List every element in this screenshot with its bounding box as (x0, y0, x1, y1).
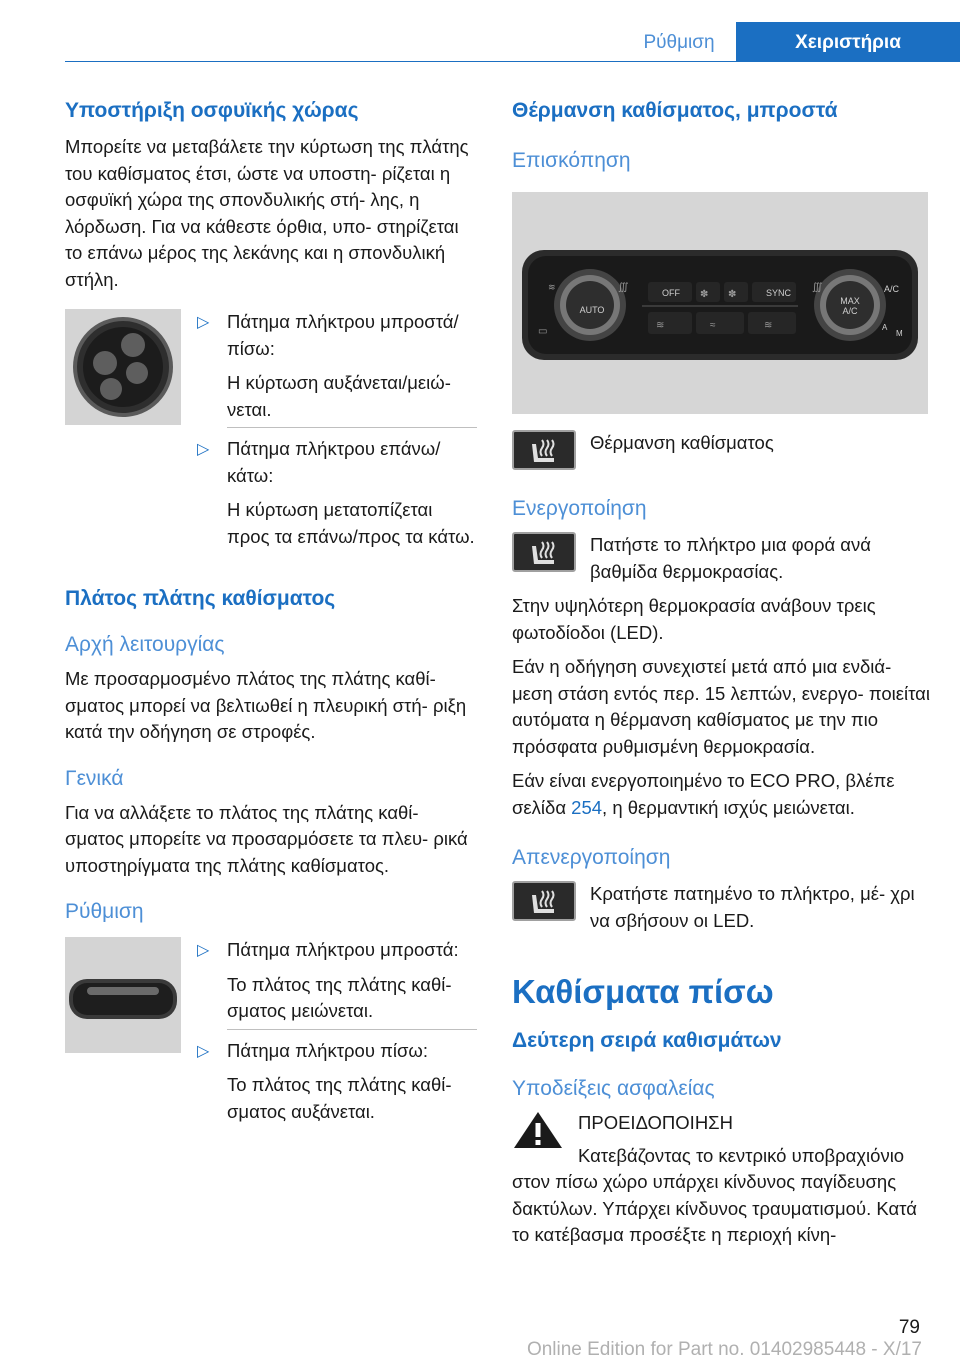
bullet-divider (227, 427, 477, 428)
general-title: Γενικά (65, 766, 124, 790)
svg-text:A/C: A/C (884, 284, 900, 294)
seat-heating-caption-row (512, 430, 930, 470)
svg-text:MAX: MAX (840, 296, 860, 306)
adjust-bullet-list (197, 937, 477, 1125)
svg-text:A: A (882, 323, 888, 332)
seat-heating-icon (514, 432, 574, 468)
svg-text:✽: ✽ (728, 289, 737, 300)
bullet-label: Πάτημα πλήκτρου επάνω/ κάτω: (227, 438, 441, 486)
page-number: 79 (898, 1317, 920, 1338)
svg-text:✽: ✽ (700, 289, 709, 300)
lumbar-switch-icon (65, 309, 181, 425)
warning-text-rest: στον πίσω χώρο υπάρχει κίνδυνος παγίδευσης δακτύλων. Υπάρχει κίνδυνος τραυματισμού. Κατά το κατέβασμα προσέξτε η περιοχή κίνη- (512, 1171, 917, 1245)
top-navigation (0, 22, 960, 62)
adjust-title: Ρύθμιση (65, 900, 144, 923)
svg-text:≋: ≋ (548, 282, 556, 292)
bullet-desc: Η κύρτωση μετατοπίζεται προς τα επάνω/προς τα κάτω. (227, 499, 475, 547)
second-row-title: Δεύτερη σειρά καθισμάτων (512, 1029, 782, 1052)
svg-text:≈: ≈ (710, 320, 716, 331)
width-switch-photo (65, 937, 181, 1053)
lumbar-switch-photo (65, 309, 181, 425)
header-rule (65, 61, 960, 62)
bullet-label: Πάτημα πλήκτρου μπροστά: (227, 939, 459, 960)
page-link-254[interactable]: 254 (571, 796, 603, 818)
activate-title: Ενεργοποίηση (512, 497, 647, 520)
heating-title: Θέρμανση καθίσματος, μπροστά (512, 99, 838, 122)
warning-block (512, 1110, 930, 1169)
svg-text:M: M (896, 329, 903, 338)
climate-control-panel-icon (512, 192, 928, 414)
svg-text:∭: ∭ (812, 282, 823, 293)
lumbar-text: Μπορείτε να μεταβάλετε την κύρτωση της πλάτης του καθίσματος έτσι, ώστε να υποστη- ρίζεται η οσφυϊκή χώρα της σπονδυλικής στή- λης, η λόρδωση. Για να κάθεστε όρθια, υπο- στηρίζεται το επάνω μέρος της λεκάνης και η σπονδυλική στήλη. (65, 136, 469, 290)
seat-heating-button-icon (512, 881, 576, 921)
triangle-bullet-icon: ▷ (197, 1042, 210, 1060)
seat-heating-caption: Θέρμανση καθίσματος (590, 432, 774, 453)
bullet-desc: Το πλάτος της πλάτης καθί- σματος μειώνεται. (227, 973, 452, 1021)
principle-title: Αρχή λειτουργίας (65, 633, 225, 656)
resume-text: Εάν η οδήγηση συνεχιστεί μετά από μια ενδιά- μεση στάση εντός περ. 15 λεπτών, ενεργο- ποιείται αυτόματα η θέρμανση καθίσματος με την πιο πρόσφατα ρυθμισμένη θερμοκρασία. (512, 656, 930, 757)
overview-title: Επισκόπηση (512, 149, 631, 172)
seat-heating-button-icon (512, 430, 576, 470)
svg-text:OFF: OFF (662, 288, 680, 298)
svg-text:▭: ▭ (538, 326, 548, 337)
principle-text: Με προσαρμοσμένο πλάτος της πλάτης καθί- σματος μπορεί να βελτιωθεί η πλευρική στή- ριξη κατά την οδήγηση σε στροφές. (65, 668, 467, 742)
deactivate-title: Απενεργοποίηση (512, 846, 671, 869)
seat-heating-icon (514, 534, 574, 570)
deactivate-row (512, 881, 930, 934)
activate-text: Πατήστε το πλήκτρο μια φορά ανά βαθμίδα θερμοκρασίας. (590, 534, 871, 582)
edition-footer: Online Edition for Part no. 01402985448 - X/17 (526, 1339, 922, 1360)
safety-title: Υποδείξεις ασφαλείας (512, 1077, 715, 1100)
bullet-label: Πάτημα πλήκτρου πίσω: (227, 1039, 428, 1061)
lumbar-bullet-1 (197, 309, 477, 428)
climate-panel-photo (512, 192, 928, 414)
svg-text:∭: ∭ (618, 282, 629, 293)
warning-triangle-icon (512, 1110, 564, 1150)
warning-label: ΠΡΟΕΙΔΟΠΟΙΗΣΗ (578, 1112, 733, 1133)
tab-section[interactable]: Ρύθμιση (624, 22, 734, 62)
lumbar-media-row (65, 309, 477, 550)
warning-head (578, 1110, 904, 1169)
seat-heating-button-icon (512, 532, 576, 572)
lumbar-title: Υποστήριξη οσφυϊκής χώρας (65, 99, 359, 122)
width-switch-icon (65, 937, 181, 1053)
triangle-bullet-icon: ▷ (197, 441, 210, 458)
adjust-bullet-1 (197, 937, 477, 1030)
eco-text-before: Εάν είναι ενεργοποιημένο το ECO PRO, βλέπε σελίδα (512, 770, 895, 818)
svg-text:≋: ≋ (764, 320, 773, 331)
width-title: Πλάτος πλάτης καθίσματος (65, 587, 336, 610)
bullet-divider (227, 1029, 477, 1030)
leds-text: Στην υψηλότερη θερμοκρασία ανάβουν τρεις φωτοδίοδοι (LED). (512, 595, 876, 643)
warning-text-first: Κατεβάζοντας το κεντρικό υποβραχιόνιο (578, 1144, 905, 1166)
adjust-media-row (65, 937, 477, 1125)
eco-text (512, 768, 930, 821)
general-text: Για να αλλάξετε το πλάτος της πλάτης καθί- σματος μπορείτε να προσαρμόσετε τα πλευ- ρικά υποστηρίγματα της πλάτης καθίσματος. (65, 801, 468, 876)
deactivate-text: Κρατήστε πατημένο το πλήκτρο, μέ- χρι να σβήσουν οι LED. (590, 883, 915, 931)
svg-text:≋: ≋ (656, 320, 665, 331)
eco-text-after: , η θερμαντική ισχύς μειώνεται. (602, 796, 855, 818)
activate-row (512, 532, 930, 585)
bullet-desc: Η κύρτωση αυξάνεται/μειώ- νεται. (227, 372, 451, 420)
triangle-bullet-icon: ▷ (197, 942, 210, 959)
bullet-desc: Το πλάτος της πλάτης καθί- σματος αυξάνεται. (227, 1074, 452, 1122)
svg-text:SYNC: SYNC (766, 288, 792, 298)
svg-text:AUTO: AUTO (579, 305, 605, 315)
right-column (512, 98, 930, 1249)
lumbar-bullet-list (197, 309, 477, 550)
tab-chapter[interactable]: Χειριστήρια (736, 22, 960, 62)
left-column (65, 98, 477, 1125)
svg-text:A/C: A/C (842, 306, 858, 316)
bullet-label: Πάτημα πλήκτρου μπροστά/ πίσω: (227, 311, 459, 359)
rear-seats-title: Καθίσματα πίσω (512, 973, 774, 1010)
lumbar-bullet-2 (197, 436, 477, 550)
seat-heating-icon (514, 883, 574, 919)
adjust-bullet-2 (197, 1038, 477, 1126)
triangle-bullet-icon: ▷ (197, 314, 210, 331)
